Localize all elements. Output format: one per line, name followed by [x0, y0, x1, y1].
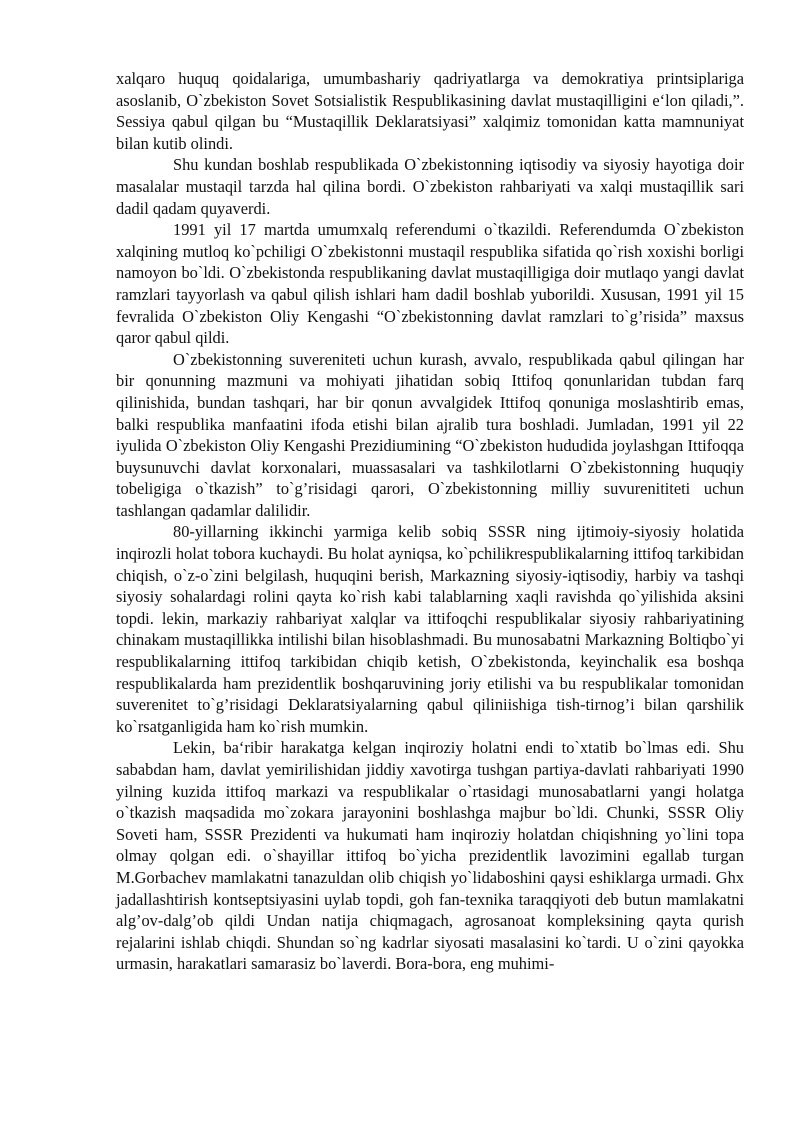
document-page: [116, 68, 744, 975]
paragraph: xalqaro huquq qoidalariga, umumbashariy qadriyatlarga va demokratiya printsiplariga asoslanib, O`zbekiston Sovet Sotsialistik Respublikasining davlat mustaqilligini e‘lon qiladi,”. Sessiya qabul qilgan bu “Mustaqillik Deklaratsiyasi” xalqimiz tomonidan katta mamnuniyat bilan kutib olindi.: [116, 69, 744, 153]
paragraph: 80-yillarning ikkinchi yarmiga kelib sobiq SSSR ning ijtimoiy-siyosiy holatida inqirozli holat tobora kuchaydi. Bu holat ayniqsa, ko`pchilikrespublikalarning ittifoq tarkibidan chiqish, o`z-o`zini belgilash, huquqini berish, Markazning siyosiy-iqtisodiy, harbiy va tashqi siyosiy sohalardagi rolini qayta ko`rish kabi talablarning xaqli ravishda qo`yilishida aksini topdi. lekin, markaziy rahbariyat xalqlar va ittifoqchi respublikalar siyosiy rahbariyatining chinakam mustaqillikka intilishi bilan hisoblashmadi. Bu munosabatni Markazning Boltiqbo`yi respublikalarning ittifoq tarkibidan chiqib ketish, O`zbekistonda, keyinchalik esa boshqa respublikalarda ham prezidentlik boshqaruvining joriy etilishi va bu respublikalar tomonidan suverenitet to`g’risidagi Deklaratsiyalarning qabul qiliniishiga tish-tirnog’i bilan qarshilik ko`rsatganligida ham ko`rish mumkin.: [116, 522, 744, 736]
paragraph: Lekin, ba‘ribir harakatga kelgan inqiroziy holatni endi to`xtatib bo`lmas edi. Shu sababdan ham, davlat yemirilishidan jiddiy xavotirga tushgan partiya-davlati rahbariyati 1990 yilning kuzida ittifoq markazi va respublikalar o`rtasidagi munosabatlarni yangi holatga o`tkazish maqsadida mo`zokara jarayonini boshlashga majbur bo`ldi. Chunki, SSSR Oliy Soveti ham, SSSR Prezidenti va hukumati ham inqiroziy holatdan chiqishning yo`lini topa olmay qolgan edi. o`shayillar ittifoq bo`yicha prezidentlik lavozimini egallab turgan M.Gorbachev mamlakatni tanazuldan olib chiqish yo`lidaboshini qaysi eshiklarga urmadi. Ghx jadallashtirish kontseptsiyasini uylab topdi, goh fan-texnika taraqqiyoti deb butun mamlakatni alg’ov-dalg’ob qildi Undan natija chiqmagach, agrosanoat kompleksining qayta qurish rejalarini ishlab chiqdi. Shundan so`ng kadrlar siyosati masalasini ko`tardi. U o`zini qayokka urmasin, harakatlari samarasiz bo`laverdi. Bora-bora, eng muhimi-: [116, 738, 744, 974]
paragraph: 1991 yil 17 martda umumxalq referendumi o`tkazildi. Referendumda O`zbekiston xalqining mutloq ko`pchiligi O`zbekistonni mustaqil respublika sifatida qo`rish xoxishi borligi namoyon bo`ldi. O`zbekistonda respublikaning davlat mustaqilligiga doir mutlaqo yangi davlat ramzlari tayyorlash va qabul qilish ishlari ham dadil boshlab yuborildi. Xususan, 1991 yil 15 fevralida O`zbekiston Oliy Kengashi “O`zbekistonning davlat ramzlari to`g’risida” maxsus qaror qabul qildi.: [116, 220, 744, 348]
paragraph: Shu kundan boshlab respublikada O`zbekistonning iqtisodiy va siyosiy hayotiga doir masalalar mustaqil tarzda hal qilina bordi. O`zbekiston rahbariyati va xalqi mustaqillik sari dadil qadam quyaverdi.: [116, 155, 744, 218]
paragraph: O`zbekistonning suvereniteti uchun kurash, avvalo, respublikada qabul qilingan har bir qonunning mazmuni va mohiyati jihatidan sobiq Ittifoq qonunlaridan tubdan farq qilinishida, bundan tashqari, har bir qonun avvalgidek Ittifoq qonuniga moslashtirib emas, balki respublika manfaatini ifoda etishi bilan ajralib tura boshladi. Jumladan, 1991 yil 22 iyulida O`zbekiston Oliy Kengashi Prezidiumining “O`zbekiston hududida joylashgan Ittifoqqa buysunuvchi davlat korxonalari, muassasalari va tashkilotlarni O`zbekistonning huquqiy tobeligiga o`tkazish” to`g’risidagi qarori, O`zbekistonning milliy suvurenititeti uchun tashlangan qadamlar dalilidir.: [116, 349, 744, 520]
